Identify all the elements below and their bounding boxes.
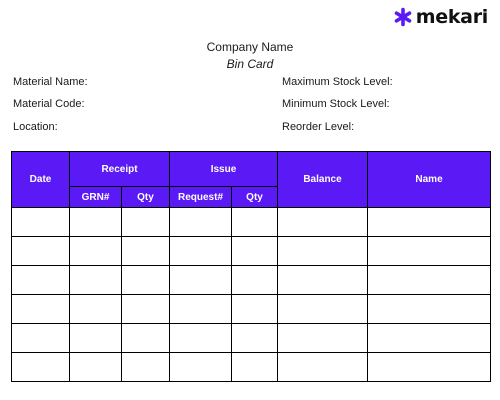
table-cell <box>122 266 170 295</box>
table-cell <box>170 208 232 237</box>
material-name-label: Material Name: <box>13 76 88 88</box>
bin-card-table <box>11 151 491 382</box>
table-cell <box>70 208 122 237</box>
date-header: Date <box>12 152 70 208</box>
table-cell <box>12 208 70 237</box>
table-row <box>12 324 491 353</box>
table-cell <box>12 266 70 295</box>
table-cell <box>232 353 278 382</box>
table-cell <box>170 295 232 324</box>
table-cell <box>232 324 278 353</box>
table-cell <box>122 237 170 266</box>
table-cell <box>12 353 70 382</box>
table-cell <box>122 324 170 353</box>
minimum-stock-level-label: Minimum Stock Level: <box>282 98 390 110</box>
table-cell <box>170 353 232 382</box>
issue-qty-header: Qty <box>232 187 278 208</box>
table-cell <box>122 208 170 237</box>
reorder-level-label: Reorder Level: <box>282 121 355 133</box>
material-code-label: Material Code: <box>13 98 85 110</box>
table-cell <box>70 237 122 266</box>
logo-text: mekari <box>415 6 488 28</box>
table-cell <box>368 237 491 266</box>
table-body <box>12 208 491 382</box>
table-cell <box>278 353 368 382</box>
table-row <box>12 237 491 266</box>
document-title: Bin Card <box>226 57 274 71</box>
table-cell <box>278 237 368 266</box>
company-name: Company Name <box>206 40 294 54</box>
issue-header: Issue <box>170 152 278 187</box>
table-cell <box>170 324 232 353</box>
table-row <box>12 295 491 324</box>
table-cell <box>368 266 491 295</box>
table-cell <box>232 237 278 266</box>
table-cell <box>368 353 491 382</box>
table-cell <box>368 324 491 353</box>
request-header: Request# <box>170 187 232 208</box>
table-cell <box>232 208 278 237</box>
asterisk-logo-icon <box>393 7 413 27</box>
table-cell <box>232 295 278 324</box>
receipt-header: Receipt <box>70 152 170 187</box>
table-row <box>12 353 491 382</box>
table-cell <box>70 295 122 324</box>
table-cell <box>368 208 491 237</box>
table-cell <box>278 324 368 353</box>
location-label: Location: <box>13 121 58 133</box>
table-cell <box>278 208 368 237</box>
table-cell <box>12 237 70 266</box>
table-cell <box>70 324 122 353</box>
table-cell <box>232 266 278 295</box>
table-row <box>12 266 491 295</box>
table-cell <box>278 266 368 295</box>
table-cell <box>70 266 122 295</box>
table-cell <box>170 266 232 295</box>
table-cell <box>122 295 170 324</box>
mekari-logo <box>393 6 488 28</box>
table-cell <box>368 295 491 324</box>
name-header: Name <box>368 152 491 208</box>
table-cell <box>12 295 70 324</box>
table-cell <box>278 295 368 324</box>
receipt-qty-header: Qty <box>122 187 170 208</box>
table-cell <box>12 324 70 353</box>
grn-header: GRN# <box>70 187 122 208</box>
table-row <box>12 208 491 237</box>
table-cell <box>122 353 170 382</box>
balance-header: Balance <box>278 152 368 208</box>
table-cell <box>170 237 232 266</box>
maximum-stock-level-label: Maximum Stock Level: <box>282 76 393 88</box>
table-cell <box>70 353 122 382</box>
